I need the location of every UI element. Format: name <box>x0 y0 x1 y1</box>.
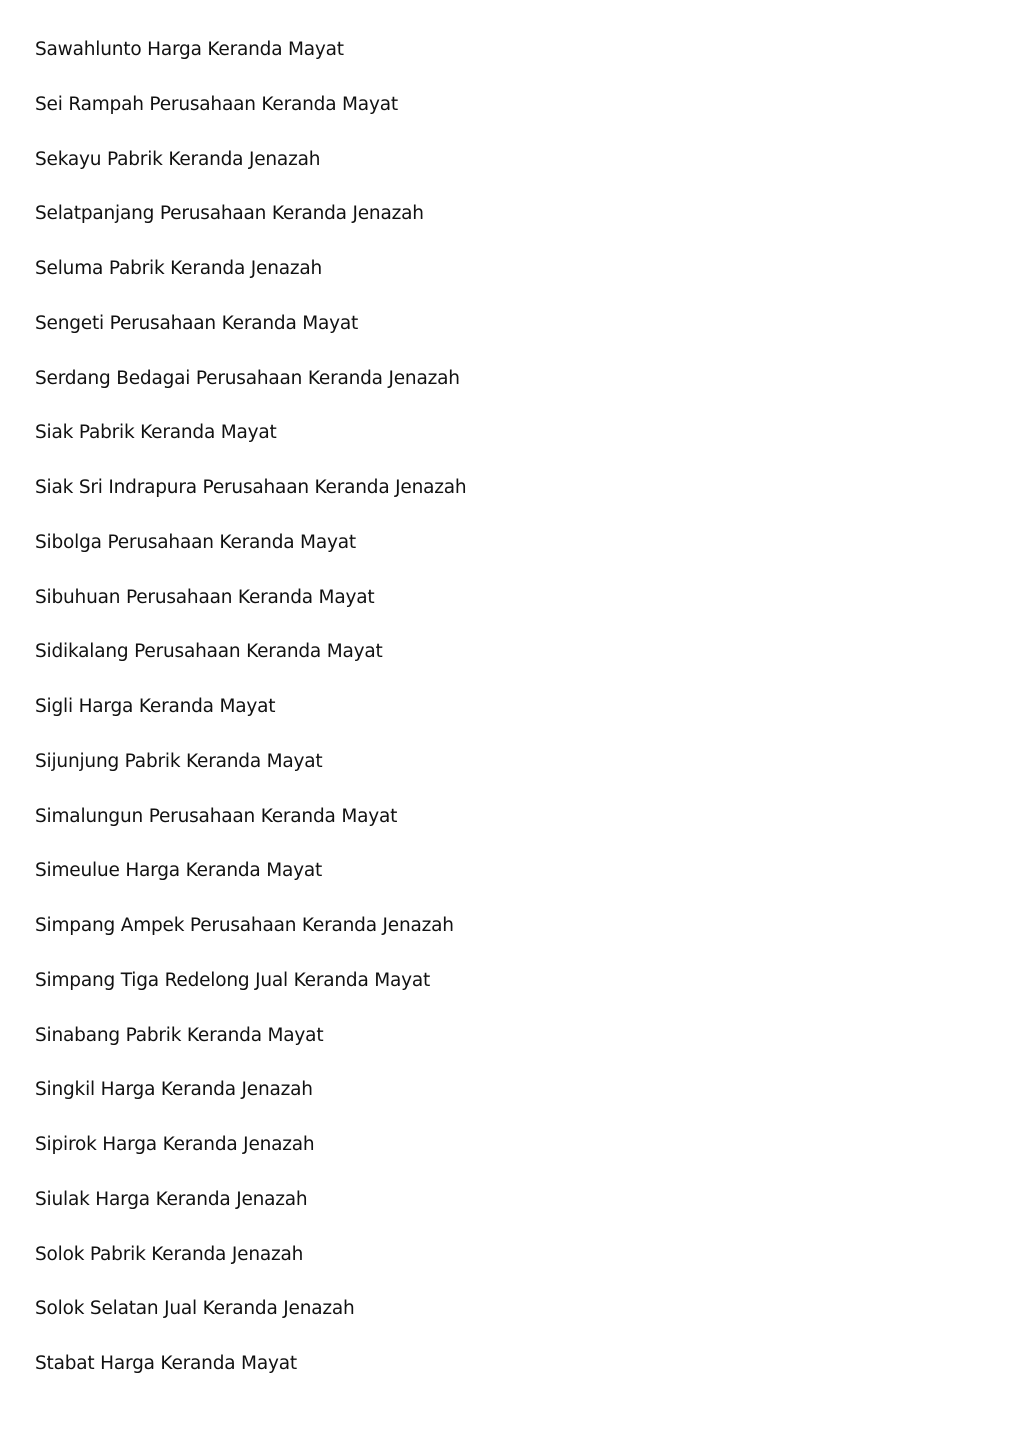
list-item: Singkil Harga Keranda Jenazah <box>35 1079 313 1101</box>
list-item: Simpang Tiga Redelong Jual Keranda Mayat <box>35 969 431 991</box>
list-item: Sibuhuan Perusahaan Keranda Mayat <box>35 586 375 608</box>
list-item: Seluma Pabrik Keranda Jenazah <box>35 258 323 279</box>
list-item: Sengeti Perusahaan Keranda Mayat <box>35 312 359 334</box>
list-item: Siak Pabrik Keranda Mayat <box>35 422 277 444</box>
entry-list <box>35 36 466 1405</box>
list-item: Sekayu Pabrik Keranda Jenazah <box>35 148 321 170</box>
list-item: Serdang Bedagai Perusahaan Keranda Jenazah <box>35 367 460 389</box>
list-item: Simpang Ampek Perusahaan Keranda Jenazah <box>35 915 454 936</box>
list-item: Sei Rampah Perusahaan Keranda Mayat <box>35 93 398 115</box>
list-item: Sigli Harga Keranda Mayat <box>35 696 276 717</box>
list-item: Siak Sri Indrapura Perusahaan Keranda Jenazah <box>35 477 467 498</box>
list-item: Sijunjung Pabrik Keranda Mayat <box>35 750 323 772</box>
list-item: Sawahlunto Harga Keranda Mayat <box>35 39 344 60</box>
list-item: Selatpanjang Perusahaan Keranda Jenazah <box>35 203 424 225</box>
list-item: Sidikalang Perusahaan Keranda Mayat <box>35 641 383 663</box>
list-item: Simalungun Perusahaan Keranda Mayat <box>35 805 398 827</box>
list-item: Simeulue Harga Keranda Mayat <box>35 860 323 882</box>
list-item: Sinabang Pabrik Keranda Mayat <box>35 1024 324 1046</box>
list-item: Sibolga Perusahaan Keranda Mayat <box>35 531 356 553</box>
list-item: Solok Pabrik Keranda Jenazah <box>35 1243 304 1265</box>
list-item: Solok Selatan Jual Keranda Jenazah <box>35 1298 355 1320</box>
list-item: Stabat Harga Keranda Mayat <box>35 1353 297 1374</box>
list-item: Sipirok Harga Keranda Jenazah <box>35 1134 315 1155</box>
list-item: Siulak Harga Keranda Jenazah <box>35 1188 308 1210</box>
